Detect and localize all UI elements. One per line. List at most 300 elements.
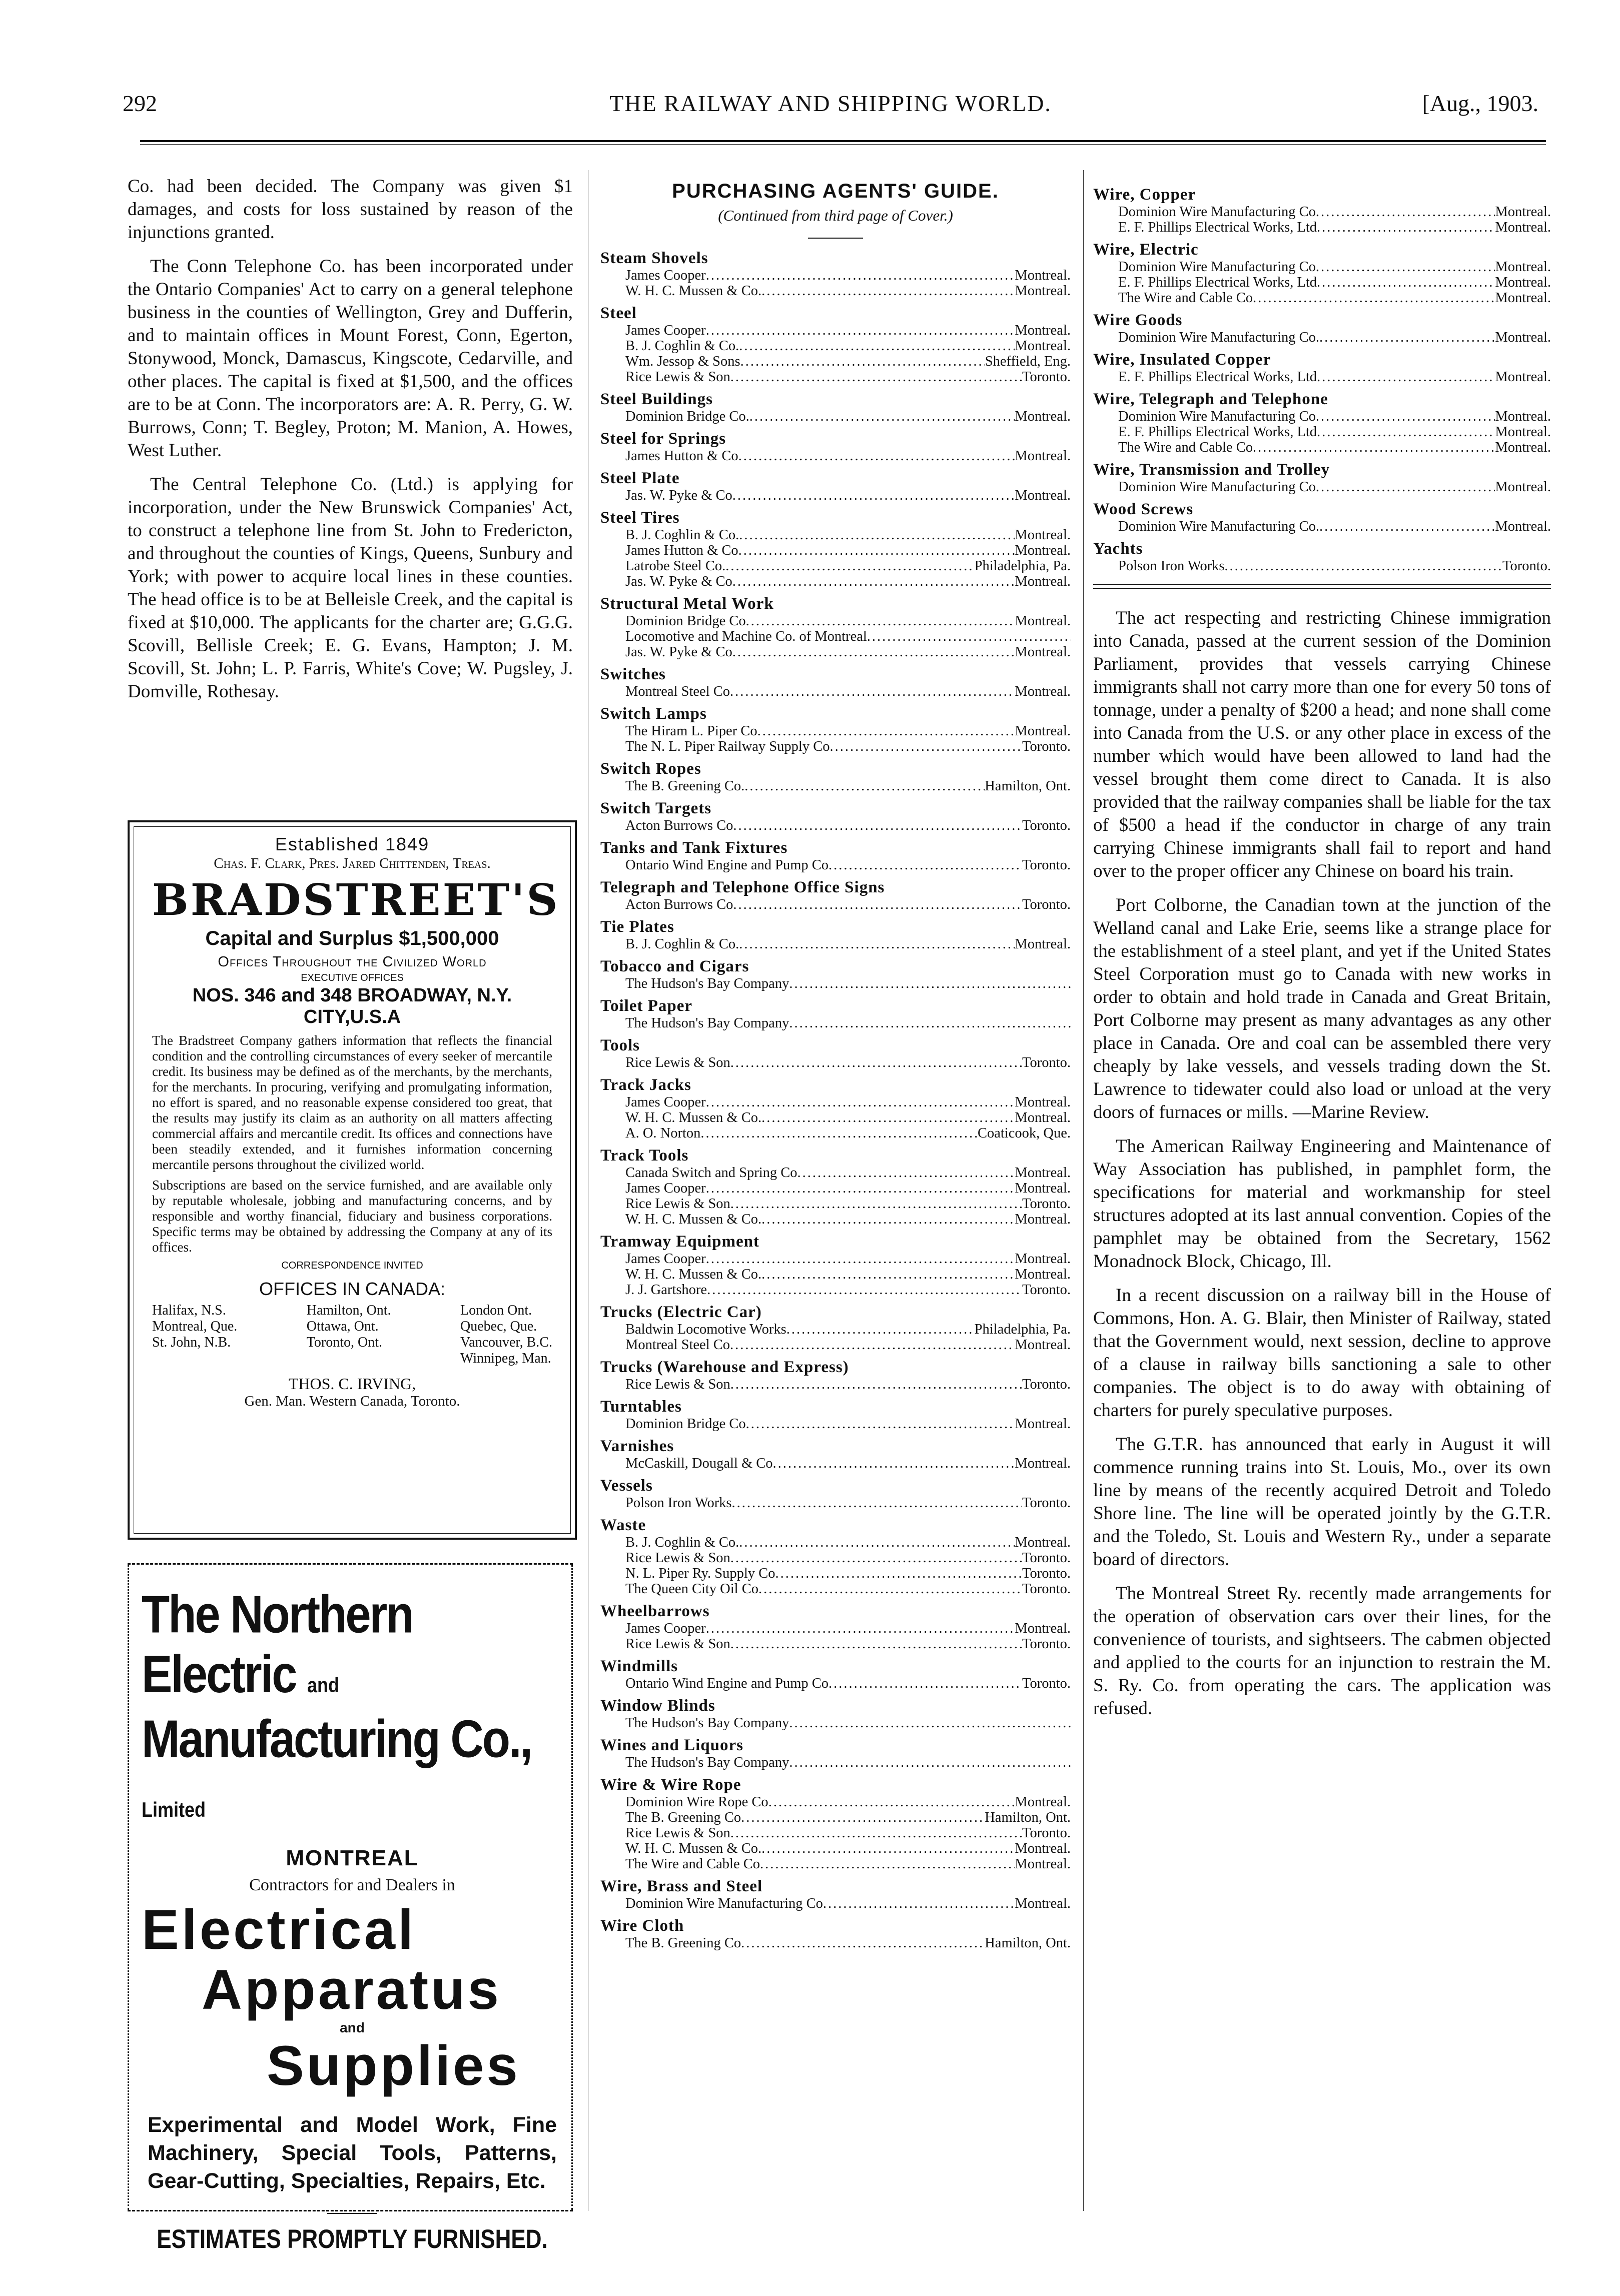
guide-supplier-line: [1093, 519, 1551, 534]
leader-dots: [706, 1251, 1015, 1267]
supplier-name: Rice Lewis & Son: [625, 369, 730, 385]
supplier-name: The Hiram L. Piper Co: [625, 723, 757, 739]
guide-entry: [1093, 185, 1551, 235]
office: Montreal, Que.: [152, 1319, 238, 1334]
supplier-city: Philadelphia, Pa.: [974, 558, 1071, 574]
guide-supplier-line: [1093, 440, 1551, 455]
guide-supplier-line: [1093, 275, 1551, 290]
guide-category: Switch Ropes: [600, 760, 701, 778]
supplier-name: The B. Greening Co: [625, 1810, 741, 1825]
supplier-city: Toronto.: [1022, 739, 1071, 754]
supplier-name: The B. Greening Co: [625, 1935, 741, 1951]
leader-dots: [732, 644, 1015, 660]
supplier-city: Montreal.: [1015, 723, 1071, 739]
guide-entry: [600, 1877, 1071, 1911]
supplier-city: Montreal.: [1495, 259, 1551, 275]
supplier-name: E. F. Phillips Electrical Works, Ltd: [1118, 275, 1317, 290]
supplier-name: Polson Iron Works: [1118, 558, 1225, 574]
guide-supplier-line: [1093, 369, 1551, 385]
supplier-name: Dominion Wire Manufacturing Co.: [1118, 519, 1320, 534]
supplier-city: Montreal.: [1015, 1165, 1071, 1181]
supplier-name: Rice Lewis & Son: [625, 1636, 730, 1652]
ne-word-and: and: [340, 2020, 365, 2035]
supplier-city: Hamilton, Ont.: [985, 1810, 1071, 1825]
office: Vancouver, B.C.: [460, 1335, 552, 1350]
supplier-city: Montreal.: [1015, 1794, 1071, 1810]
supplier-name: Canada Switch and Spring Co: [625, 1165, 797, 1181]
supplier-city: Montreal.: [1495, 275, 1551, 290]
supplier-name: Rice Lewis & Son: [625, 1377, 730, 1392]
leader-dots: [706, 1621, 1015, 1636]
guide-entry: [1093, 350, 1551, 385]
guide-supplier-line: [1093, 424, 1551, 440]
supplier-city: Toronto.: [1022, 1581, 1071, 1597]
ne-word-apparatus: Apparatus: [202, 1958, 501, 2021]
guide-supplier-line: [600, 778, 1071, 794]
supplier-name: A. O. Norton: [625, 1125, 701, 1141]
supplier-city: Montreal.: [1015, 613, 1071, 629]
correspondence-invited: CORRESPONDENCE INVITED: [281, 1260, 423, 1271]
guide-entry: [1093, 460, 1551, 495]
guide-supplier-line: [600, 1581, 1071, 1597]
guide-supplier-line: [600, 1794, 1071, 1810]
guide-supplier-line: [1093, 220, 1551, 235]
supplier-name: Acton Burrows Co: [625, 897, 733, 912]
guide-category: Wire, Brass and Steel: [600, 1877, 763, 1895]
supplier-city: Toronto.: [1022, 369, 1071, 385]
supplier-name: Dominion Wire Manufacturing Co: [1118, 259, 1316, 275]
guide-supplier-line: [600, 684, 1071, 699]
guide-supplier-line: [600, 1322, 1071, 1337]
leader-dots: [741, 1935, 985, 1951]
leader-dots: [744, 778, 985, 794]
leader-dots: [1317, 220, 1495, 235]
guide-supplier-line: [600, 976, 1071, 991]
supplier-name: The Wire and Cable Co: [1118, 290, 1253, 306]
guide-category: Wire & Wire Rope: [600, 1776, 741, 1794]
supplier-name: E. F. Phillips Electrical Works, Ltd: [1118, 369, 1317, 385]
supplier-name: The Hudson's Bay Company: [625, 976, 789, 991]
article-paragraph: Port Colborne, the Canadian town at the junction of the Welland canal and Lake Erie, seems like a strange place for the establishment of a steel plant, and yet if the United States Steel Corporation must go to Canada with new works in order to obtain and hold trade in Canada and Great Britain, Port Colborne may present as many advantages as any other place in Canada. Ore and coal can be assembled there very cheaply by lake vessels, and vessels trading down the St. Lawrence to tidewater could also load or unload at the very doors of furnaces or mills. —Marine Review.: [1093, 895, 1551, 1122]
guide-entry: [600, 759, 1071, 794]
leader-dots: [1253, 290, 1495, 306]
leader-dots: [761, 1212, 1015, 1227]
guide-entry: [600, 390, 1071, 424]
guide-category: Steel Plate: [600, 469, 680, 487]
guide-supplier-line: [600, 1165, 1071, 1181]
supplier-city: Montreal.: [1015, 409, 1071, 424]
leader-dots: [1316, 479, 1495, 495]
guide-title: PURCHASING AGENTS' GUIDE.: [672, 180, 999, 202]
guide-entry: [600, 1736, 1071, 1770]
executive-offices: EXECUTIVE OFFICES: [301, 972, 404, 983]
supplier-city: Montreal.: [1495, 519, 1551, 534]
guide-category: Switch Targets: [600, 799, 712, 817]
guide-supplier-line: [600, 448, 1071, 464]
supplier-city: Montreal.: [1495, 369, 1551, 385]
supplier-name: Rice Lewis & Son: [625, 1196, 730, 1212]
leader-dots: [706, 1094, 1015, 1110]
supplier-city: Montreal.: [1015, 543, 1071, 558]
guide-entry: [600, 1916, 1071, 1951]
bradstreet-description: The Bradstreet Company gathers information that reflects the financial condition and the controlling circumstances of every seeker of mercantile credit. Its business may be defined as of the merchants, by the merchants, for the merchants. In procuring, verifying and promulgating information, no effort is spared, and no reasonable expense considered too great, that the results may justify its claim as an authority on all matters affecting commercial affairs and mercantile credit. Its offices and connections have been steadily extended, and it furnishes information concerning mercantile persons throughout the civilized world.: [152, 1033, 552, 1172]
supplier-city: Montreal.: [1015, 338, 1071, 354]
leader-dots: [761, 283, 1015, 299]
supplier-city: Montreal.: [1015, 644, 1071, 660]
supplier-name: Montreal Steel Co: [625, 684, 730, 699]
guide-entry: [600, 1232, 1071, 1298]
supplier-name: The Wire and Cable Co: [1118, 440, 1253, 455]
guide-supplier-line: [1093, 259, 1551, 275]
supplier-city: Montreal.: [1015, 268, 1071, 283]
supplier-city: Montreal.: [1015, 488, 1071, 503]
supplier-name: The Wire and Cable Co: [625, 1856, 760, 1872]
guide-entry: [1093, 500, 1551, 534]
guide-category: Telegraph and Telephone Office Signs: [600, 878, 885, 896]
leader-dots: [700, 1125, 978, 1141]
guide-supplier-line: [600, 1636, 1071, 1652]
supplier-city: Montreal.: [1015, 323, 1071, 338]
supplier-city: Toronto.: [1022, 1636, 1071, 1652]
guide-supplier-line: [1093, 558, 1551, 574]
guide-supplier-line: [600, 558, 1071, 574]
guide-supplier-line: [600, 354, 1071, 369]
guide-supplier-line: [600, 1550, 1071, 1566]
guide-category: Yachts: [1093, 540, 1143, 558]
guide-category: Wire, Copper: [1093, 186, 1196, 204]
guide-category: Wire, Transmission and Trolley: [1093, 461, 1330, 479]
leader-dots: [789, 1755, 1071, 1770]
guide-supplier-line: [600, 1267, 1071, 1282]
supplier-city: Montreal.: [1015, 1094, 1071, 1110]
guide-category: Windmills: [600, 1657, 678, 1675]
guide-supplier-line: [600, 936, 1071, 952]
guide-subtitle: (Continued from third page of Cover.): [718, 207, 953, 224]
bradstreet-subscriptions: Subscriptions are based on the service furnished, and are available only by reputable wholesale, jobbing and manufacturing concerns, and by responsible and worthy financial, fiduciary and business corporations. Specific terms may be obtained by addressing the Company at any of its offices.: [152, 1178, 552, 1255]
guide-supplier-line: [600, 1377, 1071, 1392]
supplier-name: Jas. W. Pyke & Co: [625, 644, 732, 660]
supplier-name: James Hutton & Co: [625, 543, 738, 558]
guide-supplier-line: [600, 1251, 1071, 1267]
northern-electric-advertisement: [128, 1563, 573, 2254]
guide-supplier-line: [600, 1125, 1071, 1141]
guide-category: Structural Metal Work: [600, 595, 774, 613]
guide-entry: [600, 1146, 1071, 1227]
supplier-city: Montreal.: [1015, 448, 1071, 464]
leader-dots: [738, 448, 1015, 464]
supplier-city: Toronto.: [1022, 1550, 1071, 1566]
guide-entry: [600, 1476, 1071, 1511]
supplier-name: Dominion Bridge Co: [625, 1416, 746, 1432]
guide-entry: [600, 1303, 1071, 1353]
guide-entry: [600, 1696, 1071, 1731]
supplier-name: James Cooper: [625, 323, 706, 338]
supplier-city: Toronto.: [1022, 1055, 1071, 1070]
guide-supplier-line: [600, 323, 1071, 338]
guide-supplier-line: [600, 1110, 1071, 1125]
supplier-name: The Queen City Oil Co: [625, 1581, 758, 1597]
leader-dots: [760, 1856, 1015, 1872]
leader-dots: [1317, 275, 1495, 290]
supplier-name: Baldwin Locomotive Works: [625, 1322, 786, 1337]
supplier-city: Montreal.: [1015, 1896, 1071, 1911]
guide-entry: [600, 1657, 1071, 1691]
leader-dots: [741, 1810, 985, 1825]
guide-supplier-line: [600, 1015, 1071, 1031]
guide-category: Steel: [600, 304, 637, 322]
leader-dots: [1317, 369, 1495, 385]
guide-category: Vessels: [600, 1477, 653, 1495]
guide-entries: [600, 249, 1071, 1951]
guide-entry: [600, 704, 1071, 754]
guide-supplier-line: [1093, 409, 1551, 424]
guide-supplier-line: [1093, 330, 1551, 345]
supplier-city: Montreal.: [1495, 290, 1551, 306]
supplier-name: Dominion Bridge Co: [625, 613, 746, 629]
guide-supplier-line: [600, 1196, 1071, 1212]
supplier-name: Rice Lewis & Son: [625, 1550, 730, 1566]
article-paragraph: The Conn Telephone Co. has been incorporated under the Ontario Companies' Act to carry on a general telephone business in the counties of Wellington, Grey and Dufferin, and to maintain offices in Mount Forest, Conn, Egerton, Stonywood, Monck, Damascus, Kingscote, Cedarville, and other places. The capital is fixed at $1,500, and the offices are to be at Conn. The incorporators are: A. R. Perry, G. W. Burrows, Conn; T. Begley, Proton; M. Manion, A. Howes, West Luther.: [128, 256, 573, 461]
supplier-city: Montreal.: [1015, 1535, 1071, 1550]
leader-dots: [730, 1636, 1022, 1652]
supplier-city: Montreal.: [1015, 1251, 1071, 1267]
guide-supplier-line: [600, 574, 1071, 589]
supplier-city: Montreal.: [1015, 1621, 1071, 1636]
supplier-city: Montreal.: [1015, 283, 1071, 299]
purchasing-agents-guide: [600, 180, 1071, 1951]
leader-dots: [786, 1322, 975, 1337]
guide-entry: [600, 1775, 1071, 1872]
guide-category: Varnishes: [600, 1437, 674, 1455]
supplier-name: W. H. C. Mussen & Co.: [625, 1841, 762, 1856]
header-rule: [140, 140, 1546, 142]
supplier-name: B. J. Coghlin & Co.: [625, 338, 739, 354]
guide-category: Switch Lamps: [600, 705, 707, 723]
supplier-name: Dominion Wire Manufacturing Co: [1118, 409, 1316, 424]
office: Halifax, N.S.: [152, 1303, 226, 1318]
address-line: NOS. 346 and 348 BROADWAY, N.Y. CITY,U.S.A: [192, 985, 512, 1027]
guide-supplier-line: [600, 629, 1071, 644]
supplier-name: James Cooper: [625, 1181, 706, 1196]
established-line: Established 1849: [275, 834, 430, 854]
guide-supplier-line: [600, 1181, 1071, 1196]
ne-city: MONTREAL: [286, 1846, 419, 1870]
column-right: [1093, 180, 1551, 1731]
supplier-city: Toronto.: [1022, 1676, 1071, 1691]
leader-dots: [1317, 424, 1495, 440]
guide-supplier-line: [600, 268, 1071, 283]
supplier-name: B. J. Coghlin & Co.: [625, 527, 739, 543]
leader-dots: [761, 1841, 1015, 1856]
leader-dots: [867, 629, 1071, 644]
guide-entry: [600, 838, 1071, 873]
supplier-city: Montreal.: [1495, 409, 1551, 424]
bradstreet-advertisement: [128, 820, 577, 1540]
leader-dots: [740, 354, 985, 369]
guide-supplier-line: [600, 818, 1071, 833]
supplier-city: Montreal.: [1015, 1456, 1071, 1471]
leader-dots: [789, 976, 1071, 991]
guide-supplier-line: [600, 1535, 1071, 1550]
guide-entry: [1093, 240, 1551, 306]
supplier-name: Locomotive and Machine Co. of Montreal: [625, 629, 867, 644]
guide-entry: [600, 917, 1071, 952]
guide-entry: [600, 249, 1071, 299]
guide-entry: [1093, 311, 1551, 345]
guide-category: Wheelbarrows: [600, 1602, 710, 1620]
guide-supplier-line: [1093, 479, 1551, 495]
supplier-name: Dominion Wire Manufacturing Co.: [1118, 330, 1320, 345]
article-paragraph: The Central Telephone Co. (Ltd.) is applying for incorporation, under the New Brunswick Companies' Act, to construct a telephone line from St. John to Fredericton, and throughout the counties of Kings, Queens, Sunbury and York; with power to acquire local lines in these counties. The head office is to be at Belleisle Creek, and the capital is fixed at $10,000. The applicants for the charter are; G.G.G. Scovill, Bellisle Creek; E. G. Evans, Hampton; J. M. Scovill, St. John; L. P. Farris, White's Cove; W. Pugsley, J. Domville, Rothesay.: [128, 474, 573, 702]
supplier-name: W. H. C. Mussen & Co.: [625, 283, 762, 299]
supplier-city: Toronto.: [1022, 1377, 1071, 1392]
leader-dots: [732, 574, 1015, 589]
guide-entry: [600, 429, 1071, 464]
leader-dots: [749, 409, 1015, 424]
leader-dots: [739, 527, 1015, 543]
ne-word-supplies: Supplies: [267, 2034, 520, 2097]
guide-entry: [600, 469, 1071, 503]
leader-dots: [1319, 330, 1495, 345]
supplier-city: Montreal.: [1015, 1416, 1071, 1432]
guide-entry: [600, 594, 1071, 660]
ne-contractors: Contractors for and Dealers in: [249, 1876, 455, 1894]
guide-supplier-line: [600, 1566, 1071, 1581]
leader-dots: [730, 1196, 1022, 1212]
supplier-name: Rice Lewis & Son: [625, 1825, 730, 1841]
guide-supplier-line: [600, 1055, 1071, 1070]
leader-dots: [797, 1165, 1015, 1181]
supplier-name: W. H. C. Mussen & Co.: [625, 1212, 762, 1227]
supplier-city: Coaticook, Que.: [977, 1125, 1071, 1141]
supplier-name: Montreal Steel Co: [625, 1337, 730, 1353]
supplier-city: Montreal.: [1015, 1337, 1071, 1353]
supplier-city: Montreal.: [1495, 204, 1551, 220]
office: London Ont.: [460, 1303, 532, 1318]
guide-category: Steel for Springs: [600, 430, 726, 448]
guide-supplier-line: [600, 739, 1071, 754]
supplier-name: Ontario Wind Engine and Pump Co: [625, 1676, 829, 1691]
leader-dots: [761, 1110, 1015, 1125]
supplier-city: Toronto.: [1022, 1282, 1071, 1298]
offices-world: Offices Throughout the Civilized World: [218, 954, 487, 970]
guide-category: Wire, Electric: [1093, 241, 1199, 259]
guide-supplier-line: [600, 369, 1071, 385]
issue-date: [Aug., 1903.: [1422, 91, 1538, 116]
leader-dots: [706, 268, 1015, 283]
guide-entry: [600, 799, 1071, 833]
supplier-name: Rice Lewis & Son: [625, 1055, 730, 1070]
leader-dots: [706, 1181, 1015, 1196]
ne-estimates: ESTIMATES PROMPTLY FURNISHED.: [157, 2224, 548, 2254]
officers-line: Chas. F. Clark, Pres. Jared Chittenden, Treas.: [214, 855, 491, 871]
guide-supplier-line: [600, 527, 1071, 543]
leader-dots: [706, 323, 1015, 338]
leader-dots: [1253, 440, 1495, 455]
leader-dots: [1316, 409, 1495, 424]
supplier-name: Polson Iron Works: [625, 1495, 732, 1511]
guide-category: Steel Tires: [600, 509, 680, 527]
guide-supplier-line: [600, 338, 1071, 354]
office: Winnipeg, Man.: [460, 1351, 551, 1366]
guide-supplier-line: [1093, 290, 1551, 306]
guide-supplier-line: [600, 613, 1071, 629]
guide-supplier-line: [600, 1856, 1071, 1872]
supplier-name: Dominion Wire Manufacturing Co: [1118, 479, 1316, 495]
supplier-city: Toronto.: [1022, 818, 1071, 833]
guide-supplier-line: [600, 1621, 1071, 1636]
leader-dots: [732, 1495, 1023, 1511]
guide-category: Tramway Equipment: [600, 1233, 759, 1251]
guide-entry: [600, 665, 1071, 699]
guide-category: Steam Shovels: [600, 249, 708, 267]
supplier-city: Montreal.: [1015, 1212, 1071, 1227]
article-paragraph: The G.T.R. has announced that early in August it will commence running trains into St. Louis, Mo., over its own line by means of the recently acquired Detroit and Toledo Shore line. The line will be operated jointly by the G.T.R. and the Toledo, St. Louis and Western Ry., under a separate board of directors.: [1093, 1434, 1551, 1570]
supplier-name: The B. Greening Co.: [625, 778, 745, 794]
leader-dots: [789, 1715, 1071, 1731]
supplier-city: Montreal.: [1015, 936, 1071, 952]
office: Hamilton, Ont.: [306, 1303, 391, 1318]
supplier-name: E. F. Phillips Electrical Works, Ltd: [1118, 220, 1317, 235]
leader-dots: [730, 1055, 1022, 1070]
leader-dots: [730, 1337, 1015, 1353]
office: St. John, N.B.: [152, 1335, 231, 1350]
guide-category: Tie Plates: [600, 918, 674, 936]
guide-supplier-line: [600, 283, 1071, 299]
header-rule-thin: [140, 144, 1546, 145]
office: Ottawa, Ont.: [306, 1319, 379, 1334]
leader-dots: [730, 369, 1022, 385]
article-paragraph: The Montreal Street Ry. recently made arrangements for the operation of observation cars over their lines, for the convenience of tourists, and sightseers. The cabmen objected and applied to the courts for an injunction to restrain the M. S. Ry. Co. from operating the cars. The application was refused.: [1093, 1583, 1551, 1719]
ne-divider: [327, 2213, 377, 2214]
supplier-city: Montreal.: [1015, 1267, 1071, 1282]
ne-services: Experimental and Model Work, Fine Machinery, Special Tools, Patterns, Gear-Cutting, Specialties, Repairs, Etc.: [148, 2113, 557, 2193]
supplier-city: Montreal.: [1495, 424, 1551, 440]
supplier-name: Jas. W. Pyke & Co: [625, 574, 732, 589]
guide-supplier-line: [600, 1676, 1071, 1691]
guide-supplier-line: [600, 409, 1071, 424]
guide-entry: [600, 1075, 1071, 1141]
leader-dots: [830, 739, 1022, 754]
offices-title: OFFICES IN CANADA:: [259, 1279, 446, 1299]
supplier-city: Montreal.: [1495, 220, 1551, 235]
supplier-name: Latrobe Steel Co.: [625, 558, 726, 574]
supplier-name: James Cooper: [625, 1251, 706, 1267]
column-divider: [1083, 170, 1084, 2211]
leader-dots: [733, 818, 1022, 833]
guide-category: Tools: [600, 1036, 640, 1054]
guide-entry: [600, 1602, 1071, 1652]
supplier-city: Montreal.: [1015, 1856, 1071, 1872]
supplier-name: Wm. Jessop & Sons: [625, 354, 740, 369]
guide-category: Tanks and Tank Fixtures: [600, 839, 788, 857]
ne-title-line2: Manufacturing Co., Limited: [142, 1710, 532, 1822]
guide-supplier-line: [600, 644, 1071, 660]
supplier-name: N. L. Piper Ry. Supply Co: [625, 1566, 775, 1581]
leader-dots: [768, 1794, 1015, 1810]
leader-dots: [730, 1550, 1022, 1566]
article-paragraph: The act respecting and restricting Chinese immigration into Canada, passed at the current session of the Dominion Parliament, provides that vessels carrying Chinese immigrants shall not carry more than one for every 50 tons of tonnage, under a penalty of $200 a head; and none shall come into Canada from the U.S. or any other place in excess of the number which would have been allowed to land had the vessel brought them come direct to Canada. It is also provided that the railway companies shall be liable for the tax of $500 a head if the conductor in charge of any train carrying Chinese immigrants shall fail to report and hand over to the proper officer any Chinese on board his train.: [1093, 608, 1551, 881]
supplier-name: James Cooper: [625, 268, 706, 283]
guide-entry: [600, 996, 1071, 1031]
guide-category: Trucks (Electric Car): [600, 1303, 762, 1321]
leader-dots: [829, 1676, 1022, 1691]
supplier-city: Toronto.: [1022, 1825, 1071, 1841]
supplier-city: Toronto.: [1502, 558, 1551, 574]
supplier-name: J. J. Gartshore: [625, 1282, 707, 1298]
guide-supplier-line: [600, 1896, 1071, 1911]
supplier-name: James Cooper: [625, 1621, 706, 1636]
